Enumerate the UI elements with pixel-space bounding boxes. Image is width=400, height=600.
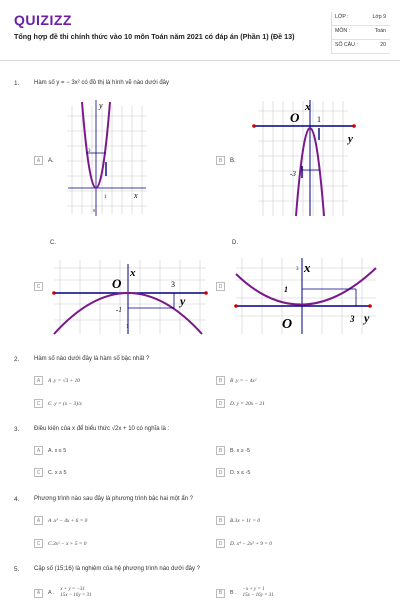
option-c[interactable] — [34, 399, 82, 408]
option-letter-box: A — [34, 156, 43, 165]
option-caption: D. — [232, 240, 238, 246]
option-letter-box: C — [34, 539, 43, 548]
info-row-grade — [332, 12, 390, 26]
option-c[interactable] — [34, 468, 67, 477]
option-text: D. x⁴ − 2x² + 9 = 0 — [230, 540, 272, 547]
option-d[interactable] — [216, 539, 272, 548]
option-letter-box: B — [216, 376, 225, 385]
graph-b[interactable] — [248, 96, 360, 218]
question-text: Điều kiện của x để biểu thức √2x + 10 có nghĩa là : — [34, 426, 170, 432]
grid — [258, 101, 348, 216]
info-value: Lớp 9 — [372, 14, 386, 20]
info-value: Toán — [374, 28, 386, 34]
axis-endpoint — [252, 124, 256, 128]
axis-label-y: y — [364, 311, 370, 325]
option-letter-box: C — [34, 282, 43, 291]
option-c[interactable] — [34, 282, 48, 291]
option-b[interactable] — [216, 587, 274, 599]
question-number: 5. — [14, 566, 20, 573]
graph-c[interactable] — [50, 256, 210, 336]
axis-endpoint — [352, 124, 356, 128]
option-b[interactable] — [216, 376, 256, 385]
option-a[interactable] — [34, 446, 66, 455]
question-number: 4. — [14, 496, 20, 503]
option-a[interactable] — [34, 376, 80, 385]
option-text: B. x ≥ -5 — [230, 447, 251, 454]
equation-system — [60, 587, 91, 599]
graph-d[interactable] — [232, 254, 380, 336]
axis-endpoint — [368, 304, 372, 308]
option-text: C.3x² − x + 5 = 0 — [48, 540, 87, 547]
option-text: A .y = √3 + 10 — [48, 377, 80, 384]
option-letter-box: B — [216, 446, 225, 455]
tick-label: 3 — [296, 267, 299, 272]
question-text: Cặp số (15;16) là nghiệm của hệ phương trình nào dưới đây ? — [34, 566, 201, 572]
origin-label: O — [112, 276, 122, 291]
option-letter-box: A — [34, 376, 43, 385]
option-text: B .y = − 4x² — [230, 377, 257, 384]
axis-endpoint — [204, 291, 208, 295]
axis-label-x: x — [130, 267, 136, 279]
equation-line: −x + y = 1 — [242, 587, 265, 592]
tick-label: 1 — [126, 324, 129, 330]
axis-label-y: y — [180, 294, 186, 308]
option-a[interactable] — [34, 516, 87, 525]
option-text: A. x ≤ 5 — [48, 447, 67, 454]
option-b[interactable] — [216, 156, 236, 165]
info-panel — [331, 12, 390, 54]
tick-label: 3 — [350, 314, 355, 324]
option-letter-box: B — [216, 156, 225, 165]
info-label: LỚP : — [335, 14, 349, 20]
option-a[interactable] — [34, 156, 54, 165]
axis-label-y: y — [348, 133, 353, 145]
option-caption: B. — [230, 157, 236, 164]
option-a[interactable] — [34, 587, 91, 599]
option-d[interactable] — [216, 468, 250, 477]
info-value: 20 — [380, 42, 386, 48]
option-letter-box: D — [216, 282, 225, 291]
equation-line: 15x − 16y = 31 — [60, 593, 92, 598]
option-c[interactable] — [34, 539, 86, 548]
info-row-count — [332, 40, 390, 54]
option-caption: C. — [50, 240, 56, 246]
tick-label: 3 — [171, 280, 175, 289]
option-d[interactable] — [216, 282, 230, 291]
option-text: B.3x + 11 = 0 — [230, 517, 261, 524]
question-number: 1. — [14, 80, 20, 87]
option-letter-box: C — [34, 399, 43, 408]
question-text: Phương trình nào sau đây là phương trình bậc hai một ẩn ? — [34, 496, 193, 502]
option-letter-box: A — [34, 446, 43, 455]
option-letter-box: B — [216, 516, 225, 525]
info-label: SỐ CÂU : — [335, 42, 358, 48]
question-text: Hàm số y = − 3x² có đồ thị là hình vẽ nào dưới đây — [34, 80, 170, 86]
info-label: MÔN : — [335, 28, 350, 34]
option-text: D. y = 20x − 21 — [230, 400, 265, 407]
option-text: C .y = (x − 3)/x — [48, 400, 82, 407]
tick-label: 0 — [93, 208, 95, 213]
header-divider — [0, 60, 400, 61]
graph-a[interactable] — [62, 96, 154, 218]
option-text: D. x ≤ -5 — [230, 469, 251, 476]
tick-label: 1 — [317, 115, 321, 124]
option-c-caption — [34, 240, 56, 246]
option-letter-box: B — [216, 589, 225, 598]
option-letter-box: D — [216, 399, 225, 408]
tick-label: 1 — [284, 285, 288, 294]
option-text: A . — [48, 590, 55, 596]
option-letter-box: A — [34, 589, 43, 598]
question-number: 2. — [14, 356, 20, 363]
tick-label: 1 — [104, 195, 107, 200]
quizizz-logo: QUIZIZZ — [14, 12, 72, 28]
origin-label: O — [290, 110, 300, 125]
axis-label-x: x — [305, 101, 311, 113]
info-row-subject — [332, 26, 390, 40]
axis-label-x: x — [134, 191, 138, 200]
equation-line: x + y = −31 — [60, 587, 85, 592]
option-letter-box: D — [216, 468, 225, 477]
equation-line: 15x − 16y = 31 — [242, 593, 274, 598]
axis-label-x: x — [304, 260, 311, 275]
tick-label: -3 — [290, 170, 296, 178]
option-text: B . — [230, 590, 237, 596]
question-number: 3. — [14, 426, 20, 433]
option-caption: A. — [48, 157, 54, 164]
axis-endpoint — [234, 304, 238, 308]
option-letter-box: A — [34, 516, 43, 525]
option-d[interactable] — [216, 399, 265, 408]
option-letter-box: D — [216, 539, 225, 548]
option-text: A .x³ − 4x + 6 = 0 — [48, 517, 88, 524]
axis-label-y: y — [99, 101, 103, 110]
option-d-caption — [216, 240, 238, 246]
question-text: Hàm số nào dưới đây là hàm số bậc nhất ? — [34, 356, 150, 362]
option-letter-box: C — [34, 468, 43, 477]
tick-label: 3 — [88, 149, 91, 154]
page-title: Tổng hợp đề thi chính thức vào 10 môn Toán năm 2021 có đáp án (Phần 1) (Đề 13) — [14, 32, 295, 41]
equation-system — [243, 587, 274, 599]
tick-label: -1 — [116, 306, 122, 314]
option-text: C. x ≥ 5 — [48, 469, 67, 476]
origin-label: O — [282, 317, 293, 332]
axis-endpoint — [52, 291, 56, 295]
option-b[interactable] — [216, 516, 260, 525]
option-b[interactable] — [216, 446, 250, 455]
